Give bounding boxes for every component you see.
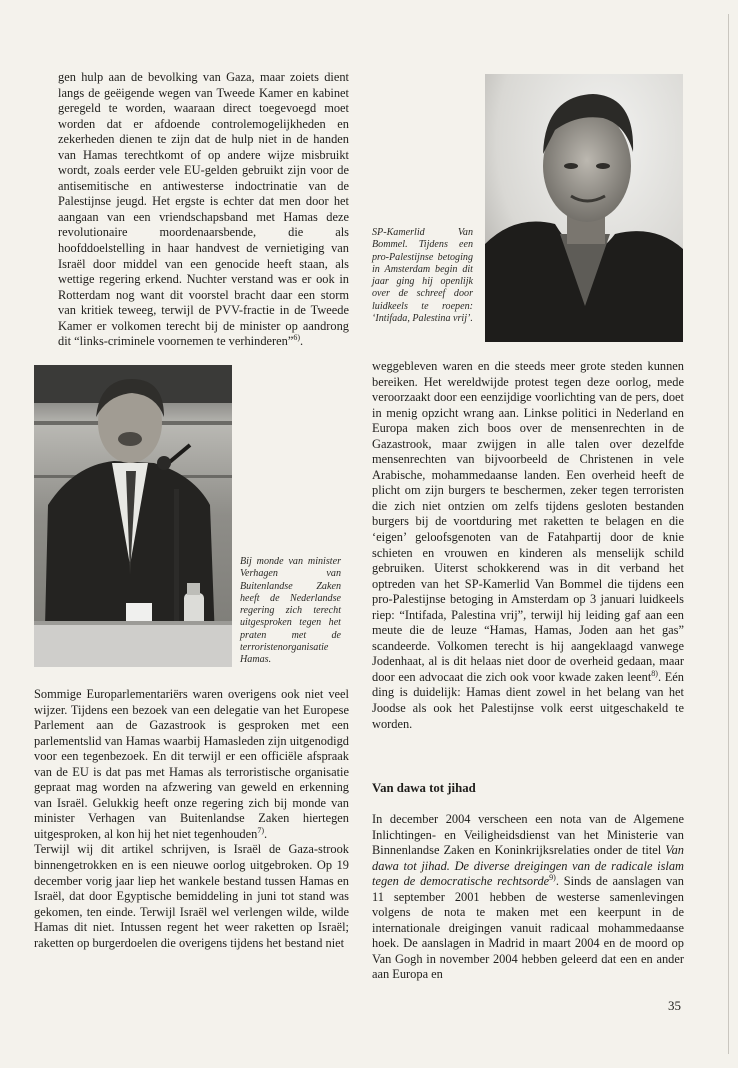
paragraph-end: . (300, 334, 304, 349)
scan-edge-line (728, 14, 729, 1054)
column-left-bottom-text (34, 687, 349, 951)
paragraph-end: . (264, 826, 268, 841)
photo-van-bommel (485, 74, 683, 342)
publication-title: Van dawa tot jihad. De diverse dreigingen van de radicale islam tegen de democratische rechtsorde (372, 843, 684, 889)
footnote-ref: 6) (293, 333, 301, 343)
paragraph-text: gen hulp aan de bevolking van Gaza, maar zoiets dient langs de geëigende wegen van Tweede Kamer en kabinet geregeld te worden, waaraan direct toegevoegd moet worden dat er afdoende controlemogelijkheden en zekerheden dienen te zijn dat de hulp niet in de handen van Hamas terechtkomt of op andere wijze misbruikt wordt, zoals eerder vele EU-gelden gebruikt zijn voor de antisemitische en antiwesterse indoctrinatie van de Palestijnse jeugd. Het ergste is echter dat men door het aangaan van een vriendschapsband met Hamas deze revolutionaire moordenaarsbende, die als hoofddoelstelling in haar handvest de vernietiging van Israël door middel van een genocide heeft staan, als wettige regering erkend. Nuchter verstand was er ook in Rotterdam nog want dit voorstel bracht daar een storm van kritiek teweeg, terwijl de PVV-fractie in de Tweede Kamer er volkomen terecht bij de minister op aandrong dit “links-criminele voornemen te verhinderen” (58, 70, 349, 349)
paragraph (34, 687, 349, 842)
footnote-ref: 7) (257, 825, 264, 835)
paragraph: Terwijl wij dit artikel schrijven, is Israël de Gaza-strook binnengetrokken en is een nieuwe oorlog uitgebroken. Op 19 december vorig jaar liep het wankele bestand tussen Hamas en Israël, dat door Egyptische bemiddeling in juni tot stand was gekomen, ten einde. Terwijl Israël wel verlengen wilde, wilde Hamas dit niet. Intussen regent het weer raketten op Israël; raketten op burgerdoelen die overigens tijdens het bestand niet (34, 842, 349, 950)
paragraph-text-continued: . Sinds de aanslagen van 11 september 2001 hebben de westerse samenlevingen volgens de nota te maken met een keerpunt in de internationale dreigingen vanuit radicaal mohammedaanse hoek. De aanslagen in Madrid in maart 2004 en de moord op Van Gogh in november 2004 hebben geleerd dat een en ander aan Europa en (372, 874, 684, 982)
paragraph-text: Sommige Europarlementariërs waren overigens ook niet veel wijzer. Tijdens een bezoek van een delegatie van het Europese Parlement aan de Gazastrook is gesproken met een parlementslid van Hamas waarbij Hamasleden zijn uitgenodigd voor een tegenbezoek. En dit terwijl er een officiële afspraak van de EU is dat pas met Hamas als terroristische organisatie gepraat mag worden na afzwering van geweld en erkenning van Israël. Gelukkig heeft onze regering zich bij monde van minister Verhagen van Buitenlandse Zaken hiertegen uitgesproken, al kon hij het niet tegenhouden (34, 687, 349, 841)
paragraph-text: In december 2004 verscheen een nota van de Algemene Inlichtingen- en Veiligheidsdienst van het Ministerie van Binnenlandse Zaken en Koninkrijksrelaties onder de titel (372, 812, 684, 858)
section-heading: Van dawa tot jihad (372, 781, 476, 795)
column-left-top-text (58, 70, 349, 350)
footnote-ref: 9) (549, 873, 556, 883)
column-right-top-text (372, 359, 684, 732)
column-right-bottom-text (372, 812, 684, 983)
caption-van-bommel: SP-Kamerlid Van Bommel. Tijdens een pro-Palestijnse betoging in Amsterdam begin dit jaar ging hij openlijk over de schreef door luidkeels te roepen: ‘Intifada, Palestina vrij’. (372, 227, 473, 325)
footnote-ref: 8) (651, 668, 658, 678)
paragraph-text-continued: . Eén ding is duidelijk: Hamas dient zowel in het belang van het Joodse als ook het Palestijnse volk eerst uitgeschakeld te worden. (372, 669, 684, 731)
photo-minister-verhagen (34, 365, 232, 667)
page-number: 35 (668, 998, 681, 1013)
caption-verhagen: Bij monde van minister Verhagen van Buitenlandse Zaken heeft de Nederlandse regering zich terecht uitgesproken tegen het praten met de terroristenorganisatie Hamas. (240, 556, 341, 666)
paragraph-text: weggebleven waren en die steeds meer grote steden kunnen bereiken. Het wereldwijde protest tegen deze oorlog, mede veroorzaakt door een eenzijdige voorlichting van de pers, doet in menig opzicht wrang aan. Linkse politici in Nederland en Europa maken zich boos over de mensenrechten in de Gazastrook, maar zwijgen in alle talen over dezelfde mensenrechten van bijvoorbeeld de Christenen in vele Arabische, mohammedaanse landen. Een overheid heeft de plicht om zijn burgers te beschermen, zeker tegen terroristen die zich niet ontzien om zelfs tijdens gesloten bestanden burgers bij de voortduring met raketten te belagen en die ‘eigen’ geloofsgenoten van de Fatahpartij door de knie schieten en vrouwen en kinderen als menselijk schild gebruiken. Uiterst schokkerend was in dit verband het optreden van het SP-Kamerlid Van Bommel die tijdens een pro-Palestijnse betoging in Amsterdam op 3 januari luidkeels riep: “Intifada, Palestina vrij”, terwijl hij leiding gaf aan een meute die de leuze “Hamas, Hamas, Joden aan het gas” scandeerde. Volkomen terecht is hij aangeklaagd vanwege Jodenhaat, al is dit helaas niet door de overheid gedaan, maar door een advocaat die zich ook voor kwade zaken leent (372, 359, 684, 684)
